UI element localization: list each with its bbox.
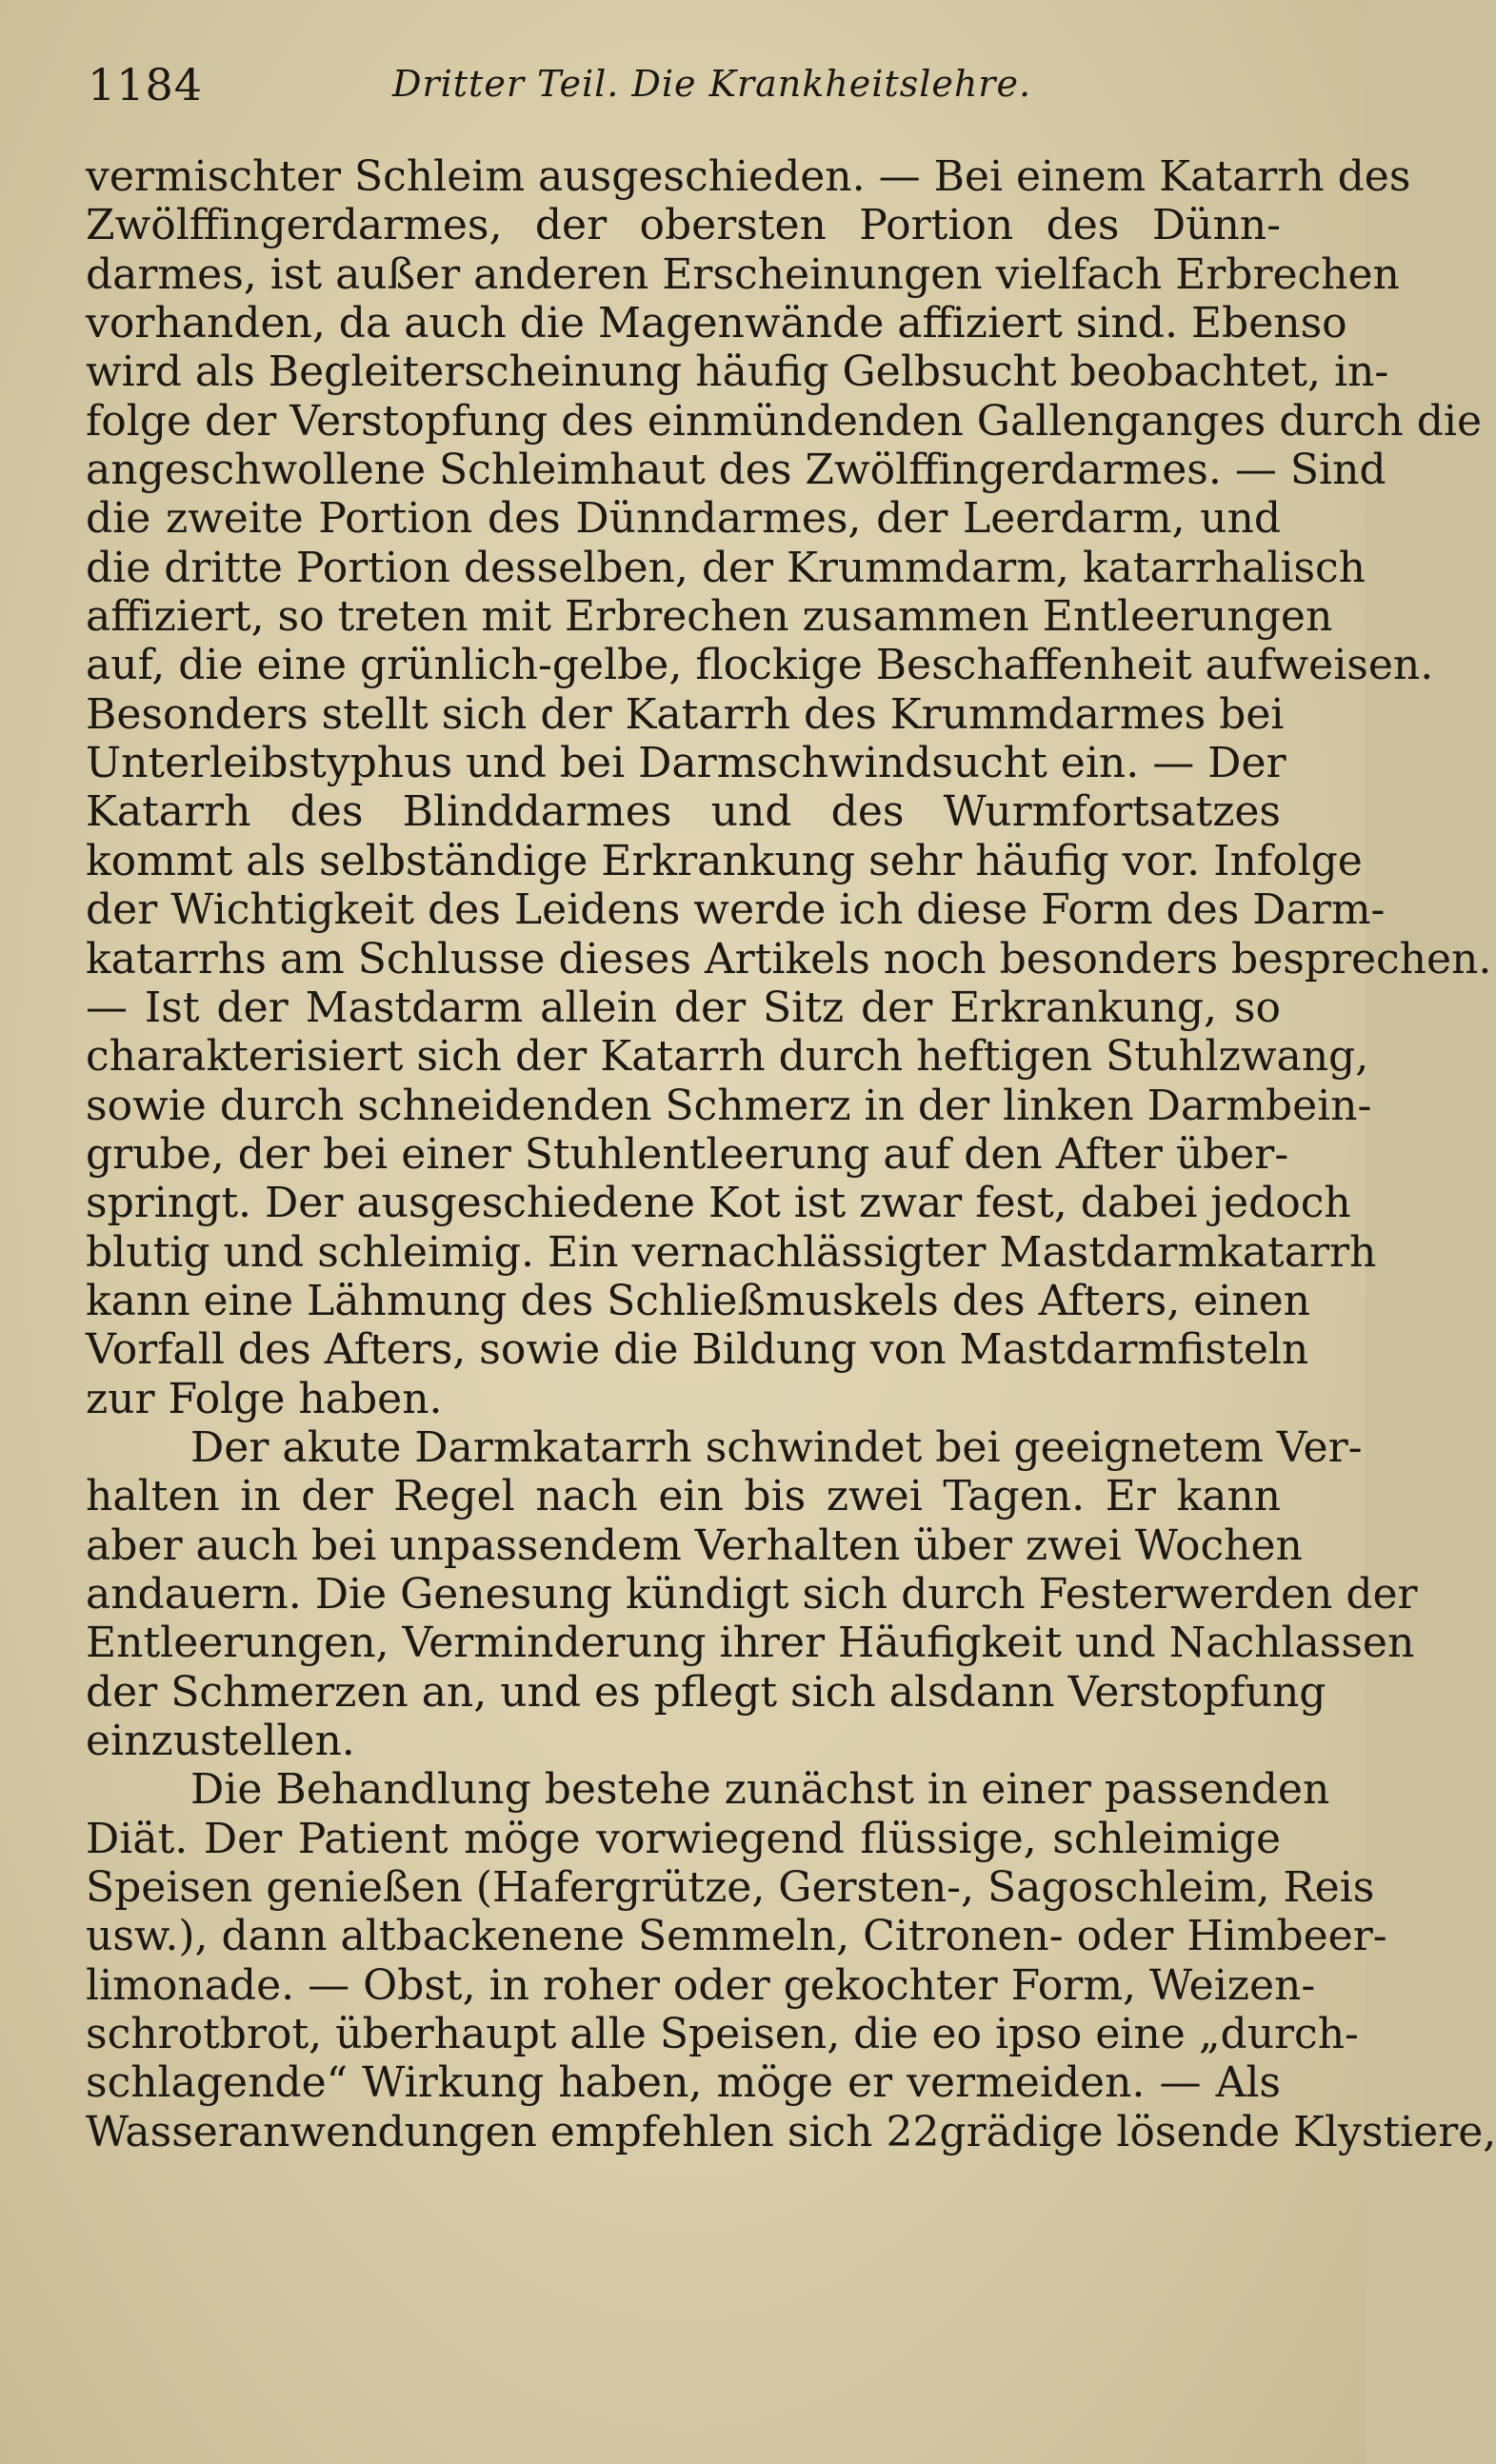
text-line: Entleerungen, Verminderung ihrer Häufigkeit und Nachlassen [86, 1619, 1415, 1668]
text-line: sowie durch schneidenden Schmerz in der linken Darmbein- [86, 1081, 1372, 1130]
text-line: springt. Der ausgeschiedene Kot ist zwar fest, dabei jedoch [86, 1179, 1351, 1228]
page-number: 1184 [88, 59, 204, 110]
text-line: kann eine Lähmung des Schließmuskels des Afters, einen [86, 1276, 1311, 1325]
text-line: auf, die eine grünlich-gelbe, flockige Beschaffenheit aufweisen. [86, 641, 1434, 690]
text-line: Die Behandlung bestehe zunächst in einer passenden [190, 1765, 1330, 1815]
paragraph-course [86, 1422, 1418, 1765]
body-text [86, 152, 1496, 2156]
text-line: Vorfall des Afters, sowie die Bildung von Mastdarmfisteln [86, 1325, 1309, 1375]
text-line: grube, der bei einer Stuhlentleerung auf den After über- [86, 1129, 1289, 1179]
text-line: schlagende“ Wirkung haben, möge er vermeiden. — Als [86, 2058, 1281, 2108]
text-line: Der akute Darmkatarrh schwindet bei geeignetem Ver- [190, 1422, 1363, 1472]
paragraph-symptoms [86, 152, 1492, 1423]
text-line: die dritte Portion desselben, der Krummdarm, katarrhalisch [86, 543, 1366, 592]
text-line: der Schmerzen an, und es pflegt sich alsdann Verstopfung [86, 1667, 1326, 1717]
text-line: Unterleibstyphus und bei Darmschwindsucht ein. — Der [86, 739, 1287, 788]
text-line: einzustellen. [86, 1717, 355, 1765]
text-line: Wasseranwendungen empfehlen sich 22grädige lösende Klystiere, [86, 2107, 1496, 2156]
text-line: die zweite Portion des Dünndarmes, der Leerdarm, und [86, 494, 1281, 544]
page-header [88, 59, 1308, 126]
text-line: wird als Begleiterscheinung häufig Gelbsucht beobachtet, in- [86, 348, 1389, 397]
text-line: aber auch bei unpassendem Verhalten über zwei Wochen [86, 1520, 1303, 1570]
text-line: limonade. — Obst, in roher oder gekochter Form, Weizen- [86, 1960, 1316, 2010]
text-line: usw.), dann altbackenene Semmeln, Citronen- oder Himbeer- [86, 1912, 1387, 1961]
text-line: katarrhs am Schlusse dieses Artikels noch besonders besprechen. [86, 934, 1492, 984]
text-line: charakterisiert sich der Katarrh durch heftigen Stuhlzwang, [86, 1032, 1369, 1082]
text-line: halten in der Regel nach ein bis zwei Tagen. Er kann [86, 1472, 1281, 1521]
text-line: Speisen genießen (Hafergrütze, Gersten-, Sagoschleim, Reis [86, 1863, 1375, 1913]
text-line: angeschwollene Schleimhaut des Zwölffingerdarmes. — Sind [86, 446, 1386, 495]
text-line: — Ist der Mastdarm allein der Sitz der Erkrankung, so [86, 983, 1281, 1032]
text-line: zur Folge haben. [86, 1374, 443, 1423]
text-line: der Wichtigkeit des Leidens werde ich diese Form des Darm- [86, 885, 1386, 935]
text-line: andauern. Die Genesung kündigt sich durch Festerwerden der [86, 1569, 1418, 1619]
text-line: darmes, ist außer anderen Erscheinungen vielfach Erbrechen [86, 249, 1400, 299]
text-line: vermischter Schleim ausgeschieden. — Bei einem Katarrh des [86, 152, 1411, 201]
text-line: blutig und schleimig. Ein vernachlässigter Mastdarmkatarrh [86, 1227, 1377, 1277]
text-line: Besonders stellt sich der Katarrh des Krummdarmes bei [86, 689, 1285, 739]
text-line: Zwölffingerdarmes, der obersten Portion des Dünn- [86, 201, 1281, 250]
text-line: schrotbrot, überhaupt alle Speisen, die eo ipso eine „durch- [86, 2010, 1359, 2059]
text-line: kommt als selbständige Erkrankung sehr häufig vor. Infolge [86, 836, 1363, 885]
paragraph-treatment [86, 1765, 1496, 2156]
text-line: vorhanden, da auch die Magenwände affiziert sind. Ebenso [86, 299, 1347, 348]
text-line: Katarrh des Blinddarmes und des Wurmfortsatzes [86, 787, 1281, 837]
text-line: Diät. Der Patient möge vorwiegend flüssige, schleimige [86, 1814, 1281, 1863]
text-line: folge der Verstopfung des einmündenden Gallenganges durch die [86, 396, 1482, 446]
running-title: Dritter Teil. Die Krankheitslehre. [392, 63, 1032, 105]
text-line: affiziert, so treten mit Erbrechen zusammen Entleerungen [86, 592, 1333, 642]
